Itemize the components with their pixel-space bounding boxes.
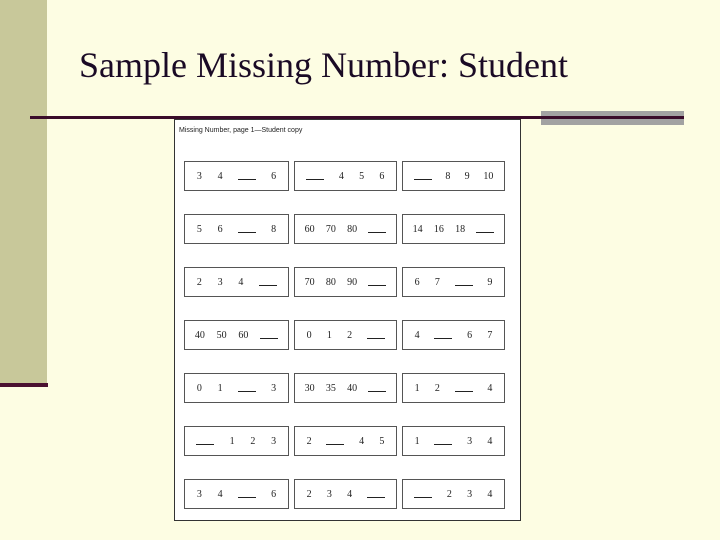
sequence-box bbox=[184, 373, 289, 403]
sequence-box bbox=[402, 426, 505, 456]
sequence-box bbox=[402, 373, 505, 403]
missing-number-blank bbox=[414, 178, 432, 180]
sequence-number: 3 bbox=[467, 435, 473, 447]
sequence-box bbox=[184, 161, 289, 191]
sequence-number: 0 bbox=[306, 329, 312, 341]
slide-title: Sample Missing Number: Student bbox=[79, 45, 568, 85]
sequence-number: 4 bbox=[238, 276, 244, 288]
missing-number-blank bbox=[260, 337, 278, 339]
sequence-number: 0 bbox=[196, 382, 202, 394]
sequence-number: 70 bbox=[304, 276, 315, 288]
sequence-number: 6 bbox=[414, 276, 420, 288]
sequence-number: 1 bbox=[414, 382, 420, 394]
sequence-box bbox=[402, 479, 505, 509]
worksheet-image bbox=[174, 119, 521, 521]
sequence-number: 3 bbox=[196, 170, 202, 182]
sequence-number: 1 bbox=[414, 435, 420, 447]
sequence-number: 70 bbox=[325, 223, 336, 235]
sequence-number: 2 bbox=[196, 276, 202, 288]
sequence-number: 4 bbox=[359, 435, 365, 447]
sequence-box bbox=[294, 373, 397, 403]
sequence-number: 8 bbox=[445, 170, 451, 182]
sequence-number: 3 bbox=[326, 488, 332, 500]
missing-number-blank bbox=[367, 496, 385, 498]
left-accent-band-foot bbox=[0, 383, 48, 387]
sequence-box bbox=[402, 214, 505, 244]
missing-number-blank bbox=[434, 443, 452, 445]
sequence-number: 9 bbox=[487, 276, 493, 288]
left-accent-band bbox=[0, 0, 47, 383]
sequence-box bbox=[294, 161, 397, 191]
sequence-number: 4 bbox=[347, 488, 353, 500]
missing-number-blank bbox=[238, 178, 256, 180]
sequence-number: 3 bbox=[271, 435, 277, 447]
sequence-box bbox=[184, 320, 289, 350]
sequence-number: 3 bbox=[271, 382, 277, 394]
sequence-number: 30 bbox=[304, 382, 315, 394]
sequence-number: 3 bbox=[467, 488, 473, 500]
missing-number-blank bbox=[414, 496, 432, 498]
sequence-number: 3 bbox=[196, 488, 202, 500]
sequence-number: 35 bbox=[325, 382, 336, 394]
sequence-number: 5 bbox=[196, 223, 202, 235]
sequence-number: 6 bbox=[271, 170, 277, 182]
sequence-number: 2 bbox=[306, 435, 312, 447]
missing-number-blank bbox=[434, 337, 452, 339]
missing-number-blank bbox=[238, 496, 256, 498]
sequence-number: 5 bbox=[379, 435, 385, 447]
sequence-box bbox=[294, 320, 397, 350]
sequence-number: 9 bbox=[464, 170, 470, 182]
sequence-number: 16 bbox=[433, 223, 444, 235]
missing-number-blank bbox=[455, 284, 473, 286]
missing-number-blank bbox=[368, 284, 386, 286]
sequence-box bbox=[294, 426, 397, 456]
sequence-number: 1 bbox=[326, 329, 332, 341]
sequence-number: 2 bbox=[347, 329, 353, 341]
missing-number-blank bbox=[238, 390, 256, 392]
sequence-number: 4 bbox=[487, 488, 493, 500]
sequence-box bbox=[294, 267, 397, 297]
sequence-number: 4 bbox=[414, 329, 420, 341]
sequence-number: 4 bbox=[487, 382, 493, 394]
worksheet-grid bbox=[184, 161, 505, 509]
sequence-number: 8 bbox=[271, 223, 277, 235]
sequence-number: 2 bbox=[250, 435, 256, 447]
sequence-box bbox=[184, 214, 289, 244]
worksheet-header: Missing Number, page 1—Student copy bbox=[179, 127, 303, 134]
sequence-number: 3 bbox=[217, 276, 223, 288]
title-rule-accent-bottom bbox=[541, 119, 684, 125]
sequence-number: 18 bbox=[455, 223, 466, 235]
title-rule-accent-line bbox=[541, 116, 684, 119]
sequence-number: 6 bbox=[217, 223, 223, 235]
sequence-number: 2 bbox=[446, 488, 452, 500]
sequence-number: 4 bbox=[338, 170, 344, 182]
sequence-number: 4 bbox=[217, 488, 223, 500]
sequence-number: 6 bbox=[467, 329, 473, 341]
sequence-number: 7 bbox=[434, 276, 440, 288]
sequence-number: 6 bbox=[271, 488, 277, 500]
sequence-box bbox=[294, 479, 397, 509]
sequence-box bbox=[184, 267, 289, 297]
sequence-box bbox=[402, 320, 505, 350]
sequence-number: 10 bbox=[483, 170, 494, 182]
sequence-number: 80 bbox=[347, 223, 358, 235]
sequence-number: 40 bbox=[347, 382, 358, 394]
missing-number-blank bbox=[455, 390, 473, 392]
sequence-number: 7 bbox=[487, 329, 493, 341]
missing-number-blank bbox=[368, 390, 386, 392]
sequence-number: 40 bbox=[194, 329, 205, 341]
sequence-number: 60 bbox=[238, 329, 249, 341]
sequence-box bbox=[184, 479, 289, 509]
missing-number-blank bbox=[368, 231, 386, 233]
sequence-box bbox=[402, 161, 505, 191]
sequence-number: 1 bbox=[229, 435, 235, 447]
sequence-number: 14 bbox=[412, 223, 423, 235]
missing-number-blank bbox=[326, 443, 344, 445]
sequence-number: 4 bbox=[487, 435, 493, 447]
sequence-number: 2 bbox=[306, 488, 312, 500]
sequence-number: 90 bbox=[347, 276, 358, 288]
sequence-number: 1 bbox=[217, 382, 223, 394]
sequence-box bbox=[294, 214, 397, 244]
sequence-number: 60 bbox=[304, 223, 315, 235]
sequence-number: 6 bbox=[379, 170, 385, 182]
sequence-number: 2 bbox=[434, 382, 440, 394]
missing-number-blank bbox=[259, 284, 277, 286]
missing-number-blank bbox=[306, 178, 324, 180]
sequence-number: 5 bbox=[359, 170, 365, 182]
sequence-number: 80 bbox=[325, 276, 336, 288]
sequence-box bbox=[402, 267, 505, 297]
sequence-box bbox=[184, 426, 289, 456]
sequence-number: 50 bbox=[216, 329, 227, 341]
missing-number-blank bbox=[367, 337, 385, 339]
missing-number-blank bbox=[238, 231, 256, 233]
missing-number-blank bbox=[476, 231, 494, 233]
missing-number-blank bbox=[196, 443, 214, 445]
sequence-number: 4 bbox=[217, 170, 223, 182]
